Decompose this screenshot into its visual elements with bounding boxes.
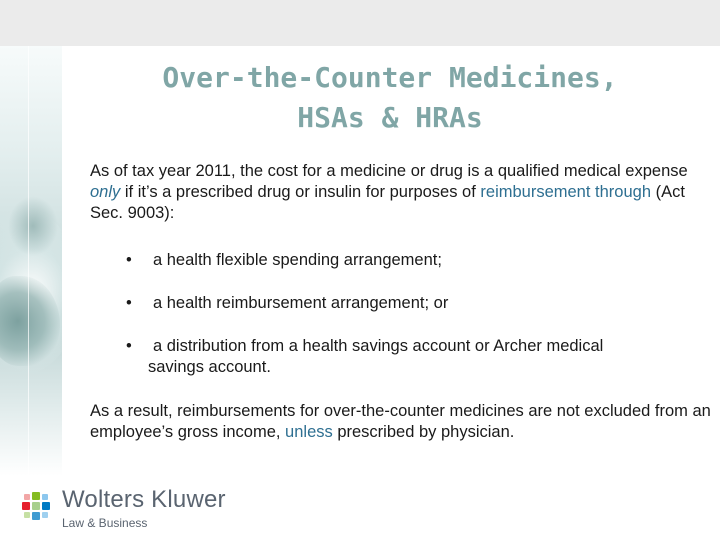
intro-highlight-reimbursement: reimbursement through bbox=[480, 183, 651, 201]
wolters-kluwer-mark-icon bbox=[18, 488, 54, 524]
list-item bbox=[90, 336, 710, 378]
conclusion-paragraph bbox=[90, 401, 715, 443]
slide-title bbox=[70, 58, 710, 138]
list-item bbox=[90, 293, 710, 314]
intro-emphasis-only: only bbox=[90, 183, 121, 201]
bullet-text: a health reimbursement arrangement; or bbox=[153, 294, 449, 312]
bullet-dot: • bbox=[126, 251, 132, 269]
conclusion-emphasis-unless: unless bbox=[285, 423, 333, 441]
bullet-dot: • bbox=[126, 337, 132, 355]
bullet-text: a health flexible spending arrangement; bbox=[153, 251, 442, 269]
bullet-dot: • bbox=[126, 294, 132, 312]
slide-title-line-1: Over-the-Counter Medicines, bbox=[162, 61, 618, 94]
slide-title-line-2: HSAs & HRAs bbox=[297, 101, 483, 134]
bullet-text: a distribution from a health savings account or Archer medical savings account. bbox=[148, 337, 604, 376]
company-logo bbox=[18, 486, 248, 534]
intro-text-1: As of tax year 2011, the cost for a medicine or drug is a qualified medical expense bbox=[90, 162, 688, 180]
top-band bbox=[0, 0, 720, 46]
intro-text-2: if it’s a prescribed drug or insulin for purposes of bbox=[120, 183, 481, 201]
list-item bbox=[90, 250, 710, 271]
intro-text-3: (Act Sec. 9003): bbox=[90, 183, 685, 222]
conclusion-text-2: prescribed by physician. bbox=[332, 423, 515, 441]
logo-subtitle: Law & Business bbox=[62, 516, 148, 530]
conclusion-text-1: As a result, reimbursements for over-the-counter medicines are not excluded from an employee’s gross income, bbox=[90, 402, 711, 441]
intro-paragraph bbox=[90, 161, 710, 224]
globe-decoration bbox=[0, 46, 62, 476]
logo-brand: Wolters Kluwer bbox=[62, 486, 226, 513]
